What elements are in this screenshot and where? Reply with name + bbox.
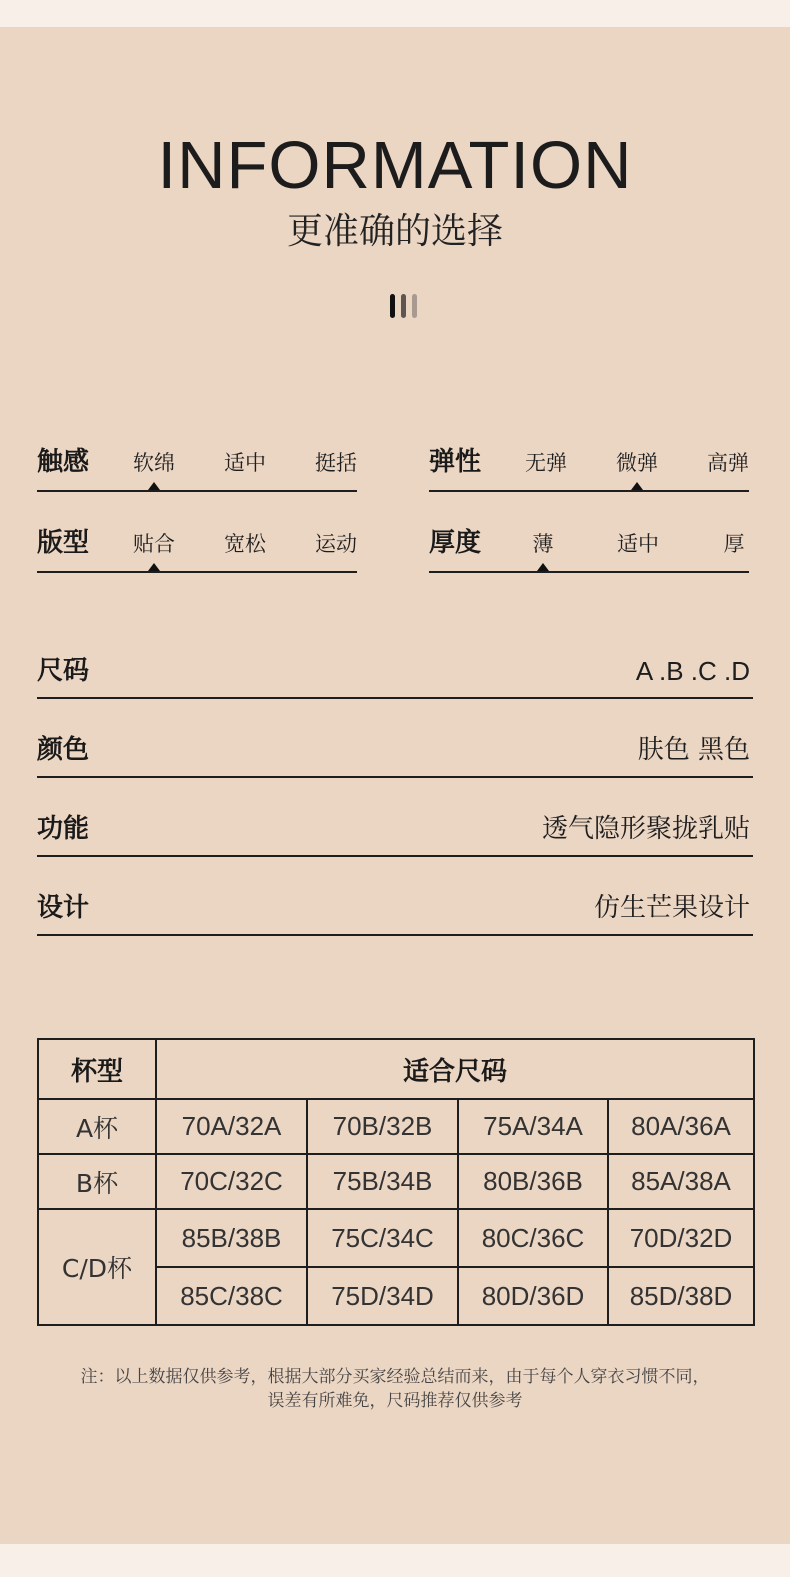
table-cell: 85D/38D xyxy=(608,1267,754,1325)
scale-touch-marker-icon xyxy=(148,482,160,490)
scale-style-option: 宽松 xyxy=(224,532,266,556)
table-cell: 80D/36D xyxy=(458,1267,608,1325)
table-cell: 80C/36C xyxy=(458,1209,608,1267)
size-table xyxy=(37,1038,755,1326)
scale-thickness-option: 薄 xyxy=(532,532,554,556)
table-cell: 75D/34D xyxy=(307,1267,458,1325)
footnote xyxy=(0,1365,790,1413)
table-cell: 75A/34A xyxy=(458,1099,608,1154)
table-cell: 75B/34B xyxy=(307,1154,458,1209)
table-header-cup: 杯型 xyxy=(38,1039,156,1099)
scale-style-label: 版型 xyxy=(37,528,90,558)
page-subtitle: 更准确的选择 xyxy=(286,211,503,252)
scale-style-marker-icon xyxy=(148,563,160,571)
scale-touch-option: 挺括 xyxy=(315,451,357,475)
table-row xyxy=(38,1099,754,1154)
table-header-size: 适合尺码 xyxy=(156,1039,754,1099)
spec-row-color xyxy=(37,726,753,778)
spec-key: 颜色 xyxy=(37,735,90,765)
spec-value: A .B .C .D xyxy=(635,656,750,686)
scale-touch-option: 适中 xyxy=(224,451,266,475)
footnote-line: 误差有所难免，尺码推荐仅供参考 xyxy=(267,1391,523,1411)
spec-row-design xyxy=(37,884,753,936)
page-title: INFORMATION xyxy=(157,128,633,203)
table-cell: 85C/38C xyxy=(156,1267,307,1325)
spec-value: 肤色 黑色 xyxy=(637,735,750,765)
table-cell: 85B/38B xyxy=(156,1209,307,1267)
scale-elasticity-label: 弹性 xyxy=(429,447,482,477)
scale-thickness-label: 厚度 xyxy=(429,528,482,558)
scale-elasticity-option: 无弹 xyxy=(525,451,567,475)
scale-thickness xyxy=(429,527,749,573)
table-cell: 80B/36B xyxy=(458,1154,608,1209)
scale-style xyxy=(37,527,357,573)
scale-elasticity-option: 微弹 xyxy=(616,451,658,475)
spec-value: 仿生芒果设计 xyxy=(593,893,750,923)
scale-elasticity xyxy=(429,446,749,492)
scale-style-option: 运动 xyxy=(315,532,357,556)
decorative-bars-icon xyxy=(390,294,420,318)
scale-thickness-option: 适中 xyxy=(617,532,659,556)
table-header-row xyxy=(38,1039,754,1099)
scale-thickness-marker-icon xyxy=(537,563,549,571)
table-cell: 85A/38A xyxy=(608,1154,754,1209)
scale-touch-label: 触感 xyxy=(37,447,90,477)
spec-value: 透气隐形聚拢乳贴 xyxy=(541,814,750,844)
spec-key: 尺码 xyxy=(37,656,90,686)
table-cell-cup: A杯 xyxy=(38,1099,156,1154)
spec-key: 功能 xyxy=(37,814,90,844)
table-cell: 70C/32C xyxy=(156,1154,307,1209)
table-row xyxy=(38,1154,754,1209)
table-cell-cup: C/D杯 xyxy=(38,1209,156,1325)
scale-style-option: 贴合 xyxy=(133,532,175,556)
table-cell: 75C/34C xyxy=(307,1209,458,1267)
spec-row-size xyxy=(37,647,753,699)
scale-touch-option: 软绵 xyxy=(133,451,175,475)
table-cell-cup: B杯 xyxy=(38,1154,156,1209)
table-cell: 70A/32A xyxy=(156,1099,307,1154)
footnote-line: 注：以上数据仅供参考，根据大部分买家经验总结而来，由于每个人穿衣习惯不同， xyxy=(80,1367,710,1387)
scale-touch xyxy=(37,446,357,492)
scale-elasticity-option: 高弹 xyxy=(707,451,749,475)
table-row xyxy=(38,1209,754,1267)
scale-thickness-option: 厚 xyxy=(723,532,745,556)
table-cell: 70B/32B xyxy=(307,1099,458,1154)
spec-row-function xyxy=(37,805,753,857)
table-cell: 80A/36A xyxy=(608,1099,754,1154)
table-cell: 70D/32D xyxy=(608,1209,754,1267)
spec-key: 设计 xyxy=(37,893,90,923)
scale-elasticity-marker-icon xyxy=(631,482,643,490)
